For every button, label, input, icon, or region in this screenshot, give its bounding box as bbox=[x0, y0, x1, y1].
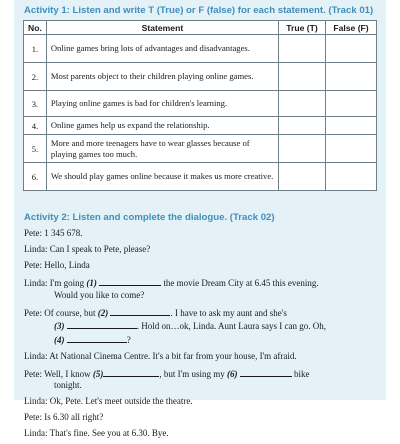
false-answer-cell[interactable] bbox=[326, 63, 377, 91]
table-row bbox=[24, 135, 377, 163]
true-answer-cell[interactable] bbox=[279, 163, 326, 191]
dialogue-line: Linda: At National Cinema Centre. It's a bit far from your house, I'm afraid. bbox=[24, 350, 297, 361]
table-row bbox=[24, 63, 377, 91]
true-answer-cell[interactable] bbox=[279, 91, 326, 117]
false-answer-cell[interactable] bbox=[326, 117, 377, 135]
statements-table bbox=[23, 20, 377, 191]
row-number: 4. bbox=[24, 117, 47, 135]
true-answer-cell[interactable] bbox=[279, 135, 326, 163]
line-text: . Hold on…ok, Linda. Aunt Laura says I can go. Oh, bbox=[136, 321, 326, 331]
true-answer-cell[interactable] bbox=[279, 63, 326, 91]
worksheet-page bbox=[14, 0, 386, 438]
line-text: . I have to ask my aunt and she's bbox=[170, 307, 287, 318]
dialogue-line: Linda: Can I speak to Pete, please? bbox=[24, 244, 151, 254]
row-number: 3. bbox=[24, 91, 47, 117]
header-no: No. bbox=[24, 21, 47, 35]
false-answer-cell[interactable] bbox=[326, 35, 377, 63]
line-text: the movie Dream City at 6.45 this evening. bbox=[161, 278, 319, 288]
line-text: , but I'm using my bbox=[159, 368, 227, 379]
line-continuation bbox=[24, 333, 378, 347]
table-row bbox=[24, 35, 377, 63]
activity1-title: Activity 1: Listen and write T (True) or F (false) for each statement. (Track 01) bbox=[24, 5, 374, 16]
blank-number: (4) bbox=[54, 334, 65, 345]
line-continuation: tonight. bbox=[54, 380, 82, 390]
row-statement: Most parents object to their children playing online games. bbox=[46, 63, 278, 91]
blank-number: (1) bbox=[86, 278, 97, 288]
blank-6[interactable] bbox=[240, 367, 292, 377]
blank-4[interactable] bbox=[67, 333, 127, 343]
line-text: bike bbox=[291, 368, 310, 379]
blank-number: (6) bbox=[226, 368, 238, 379]
table-row bbox=[24, 91, 377, 117]
table-header-row bbox=[24, 21, 377, 35]
false-answer-cell[interactable] bbox=[326, 91, 377, 117]
line-text: Linda: I'm going bbox=[24, 278, 87, 288]
line-text: ? bbox=[126, 334, 131, 345]
line-text: Pete: Well, I know bbox=[24, 368, 93, 379]
true-answer-cell[interactable] bbox=[279, 117, 326, 135]
blank-5[interactable] bbox=[103, 367, 159, 377]
true-answer-cell[interactable] bbox=[279, 35, 326, 63]
activity2-title: Activity 2: Listen and complete the dialogue. (Track 02) bbox=[24, 212, 275, 223]
line-continuation bbox=[24, 319, 378, 333]
header-false: False (F) bbox=[326, 21, 377, 35]
blank-number: (2) bbox=[97, 307, 109, 318]
dialogue bbox=[24, 228, 378, 444]
header-statement: Statement bbox=[46, 21, 278, 35]
blank-number: (5) bbox=[92, 368, 104, 379]
false-answer-cell[interactable] bbox=[326, 135, 377, 163]
row-statement: Online games bring lots of advantages and disadvantages. bbox=[46, 35, 278, 63]
blank-number: (3) bbox=[54, 321, 65, 331]
dialogue-line bbox=[24, 367, 378, 392]
header-true: True (T) bbox=[279, 21, 326, 35]
line-text: Pete: Of course, but bbox=[24, 307, 98, 318]
dialogue-line bbox=[24, 276, 378, 301]
row-statement: We should play games online because it makes us more creative. bbox=[46, 163, 278, 191]
dialogue-line bbox=[24, 306, 378, 347]
row-statement: More and more teenagers have to wear glasses because of playing games too much. bbox=[46, 135, 278, 163]
row-statement: Online games help us expand the relationship. bbox=[46, 117, 278, 135]
row-number: 6. bbox=[24, 163, 47, 191]
false-answer-cell[interactable] bbox=[326, 163, 377, 191]
blank-3[interactable] bbox=[67, 319, 137, 329]
line-continuation: Would you like to come? bbox=[54, 289, 145, 300]
row-statement: Playing online games is bad for children's learning. bbox=[46, 91, 278, 117]
table-row bbox=[24, 163, 377, 191]
dialogue-line: Linda: That's fine. See you at 6.30. Bye. bbox=[24, 428, 169, 438]
dialogue-line: Pete: Is 6.30 all right? bbox=[24, 412, 104, 422]
dialogue-line: Pete: Hello, Linda bbox=[24, 260, 90, 270]
row-number: 5. bbox=[24, 135, 47, 163]
row-number: 1. bbox=[24, 35, 47, 63]
dialogue-line: Pete: 1 345 678. bbox=[24, 228, 83, 238]
table-row bbox=[24, 117, 377, 135]
dialogue-line: Linda: Ok, Pete. Let's meet outside the theatre. bbox=[24, 396, 193, 406]
blank-2[interactable] bbox=[110, 306, 170, 316]
blank-1[interactable] bbox=[99, 276, 161, 286]
row-number: 2. bbox=[24, 63, 47, 91]
